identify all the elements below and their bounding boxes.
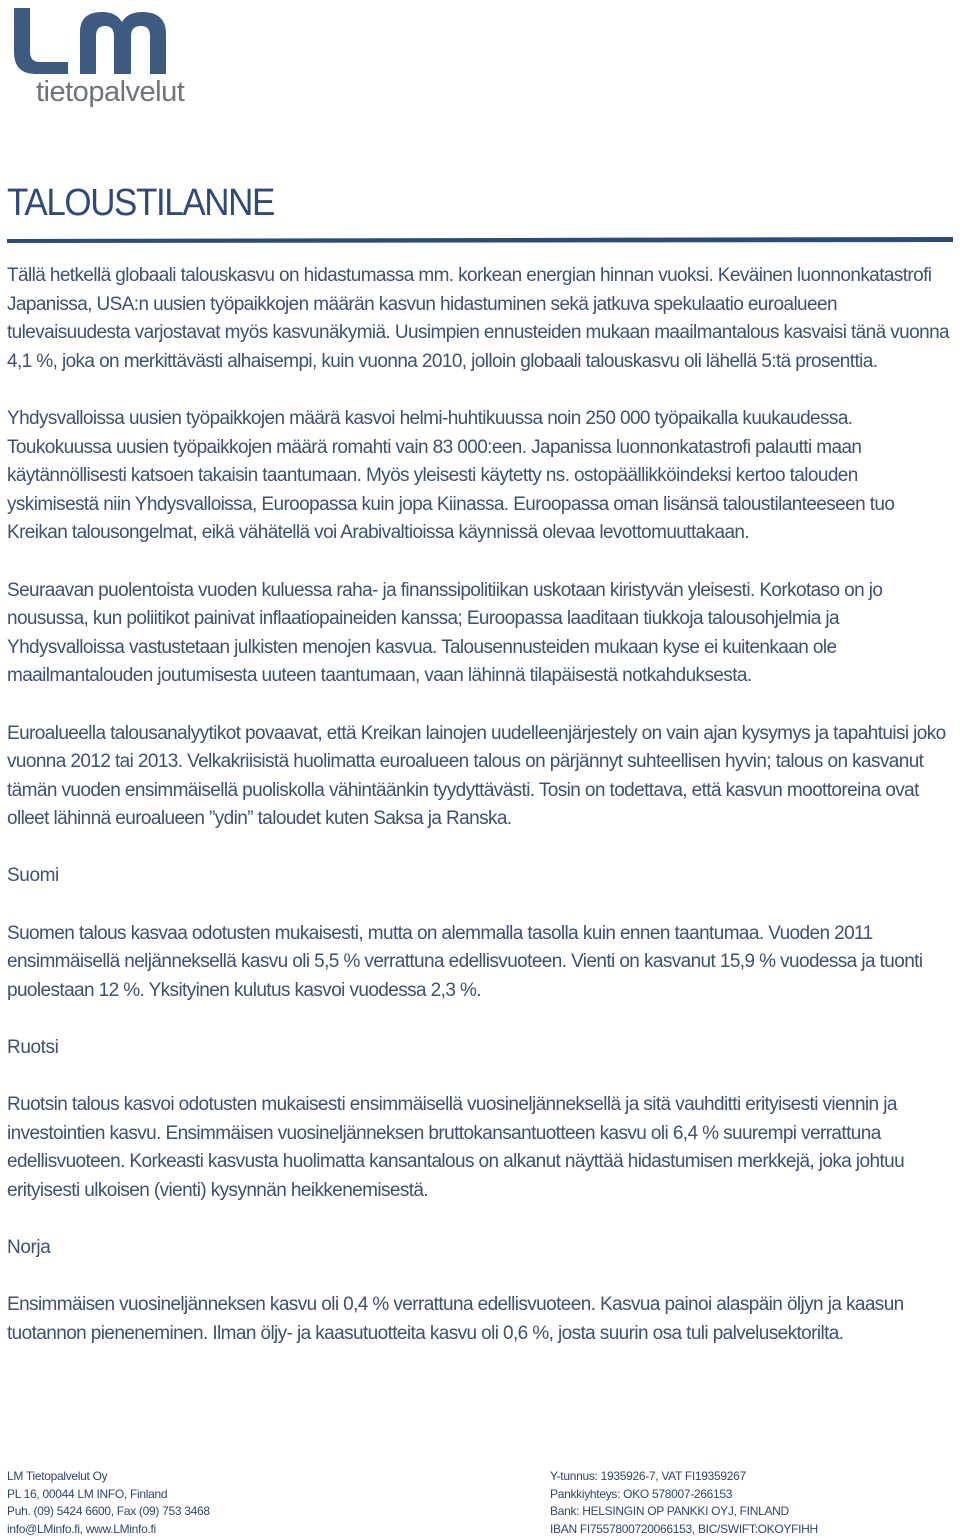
- section-heading-ruotsi: Ruotsi: [7, 1034, 953, 1063]
- section-heading-norja: Norja: [7, 1234, 953, 1263]
- footer-business-id: Y-tunnus: 1935926-7, VAT FI19359267: [550, 1468, 818, 1486]
- section-text-suomi: Suomen talous kasvaa odotusten mukaisesti, mutta on alemmalla tasolla kuin ennen taantumaa. Vuoden 2011 ensimmäisellä neljänneksellä kasvu oli 5,5 % verrattuna edellisvuoteen. Vienti on kasvanut 15,9 % vuodessa ja tuonti puolestaan 12 %. Yksityinen kulutus kasvoi vuodessa 2,3 %.: [7, 920, 953, 1006]
- lm-logo-icon: [10, 6, 180, 86]
- article-body: [7, 262, 953, 1349]
- section-heading-suomi: Suomi: [7, 862, 953, 891]
- company-logo: [10, 6, 180, 114]
- footer-email-web: info@LMinfo.fi, www.LMinfo.fi: [7, 1521, 210, 1538]
- intro-paragraph: Tällä hetkellä globaali talouskasvu on hidastumassa mm. korkean energian hinnan vuoksi. Keväinen luonnonkatastrofi Japanissa, USA:n uusien työpaikkojen määrän kasvun hidastuminen sekä jatkuva spekulaatio euroalueen tulevaisuudesta varjostavat myös kasvunäkymiä. Uusimpien ennusteiden mukaan maailmantalous kasvaisi tänä vuonna 4,1 %, joka on merkittävästi alhaisempi, kuin vuonna 2010, jolloin globaali talouskasvu oli lähellä 5:tä prosenttia.: [7, 262, 953, 376]
- footer-iban: IBAN FI7557800720066153, BIC/SWIFT:OKOYFIHH: [550, 1521, 818, 1538]
- section-text-ruotsi: Ruotsin talous kasvoi odotusten mukaisesti ensimmäisellä vuosineljänneksellä ja sitä vauhditti erityisesti viennin ja investointien kasvu. Ensimmäisen vuosineljänneksen bruttokansantuotteen kasvu oli 6,4 % suurempi verrattuna edellisvuoteen. Korkeasti kasvusta huolimatta kansantalous on alkanut näyttää hidastumisen merkkejä, joka johtuu erityisesti ulkoisen (vienti) kysynnän heikkenemisestä.: [7, 1091, 953, 1205]
- policy-paragraph: Seuraavan puolentoista vuoden kuluessa raha- ja finanssipolitiikan uskotaan kiristyvän yleisesti. Korkotaso on jo nousussa, kun poliitikot painivat inflaatiopaineiden kanssa; Euroopassa laaditaan tiukkoja talousohjelmia ja Yhdysvalloissa vastustetaan julkisten menojen kasvua. Talousennusteiden mukaan kyse ei kuitenkaan ole maailmantalouden joutumisesta uuteen taantumaan, vaan lähinnä tilapäisestä notkahduksesta.: [7, 577, 953, 691]
- usa-paragraph: Yhdysvalloissa uusien työpaikkojen määrä kasvoi helmi-huhtikuussa noin 250 000 työpaikalla kuukaudessa. Toukokuussa uusien työpaikkojen määrä romahti vain 83 000:een. Japanissa luonnonkatastrofi palautti maan käytännöllisesti katsoen takaisin taantumaan. Myös yleisesti käytetty ns. ostopäällikköindeksi kertoo talouden yskimisestä niin Yhdysvalloissa, Euroopassa kuin jopa Kiinassa. Euroopassa oman lisänsä taloustilanteeseen tuo Kreikan talousongelmat, eikä vähätellä voi Arabivaltioissa käynnissä olevaa levottomuuttakaan.: [7, 405, 953, 548]
- footer-company-name: LM Tietopalvelut Oy: [7, 1468, 210, 1486]
- footer-bank-name: Bank: HELSINGIN OP PANKKI OYJ, FINLAND: [550, 1503, 818, 1521]
- footer-phone: Puh. (09) 5424 6600, Fax (09) 753 3468: [7, 1503, 210, 1521]
- section-text-norja: Ensimmäisen vuosineljänneksen kasvu oli 0,4 % verrattuna edellisvuoteen. Kasvua painoi alaspäin öljyn ja kaasun tuotannon pieneneminen. Ilman öljy- ja kaasutuotteita kasvu oli 0,6 %, josta suurin osa tuli palvelusektorilta.: [7, 1291, 953, 1348]
- page-title: TALOUSTILANNE: [7, 182, 274, 225]
- eurozone-paragraph: Euroalueella talousanalyytikot povaavat, että Kreikan lainojen uudelleenjärjestely on vain ajan kysymys ja tapahtuisi joko vuonna 2012 tai 2013. Velkakriisistä huolimatta euroalueen talous on pärjännyt suhteellisen hyvin; talous on kasvanut tämän vuoden ensimmäisellä puoliskolla vähintäänkin tyydyttävästi. Tosin on todettava, että kasvun moottoreina ovat olleet lähinnä euroalueen ”ydin” taloudet kuten Saksa ja Ranska.: [7, 720, 953, 834]
- footer-address: PL 16, 00044 LM INFO, Finland: [7, 1486, 210, 1504]
- footer-bank-account: Pankkiyhteys: OKO 578007-266153: [550, 1486, 818, 1504]
- footer-banking: [550, 1468, 818, 1538]
- footer-contact: [7, 1468, 210, 1538]
- title-underline: [7, 236, 953, 244]
- logo-wordmark: tietopalvelut: [36, 78, 184, 107]
